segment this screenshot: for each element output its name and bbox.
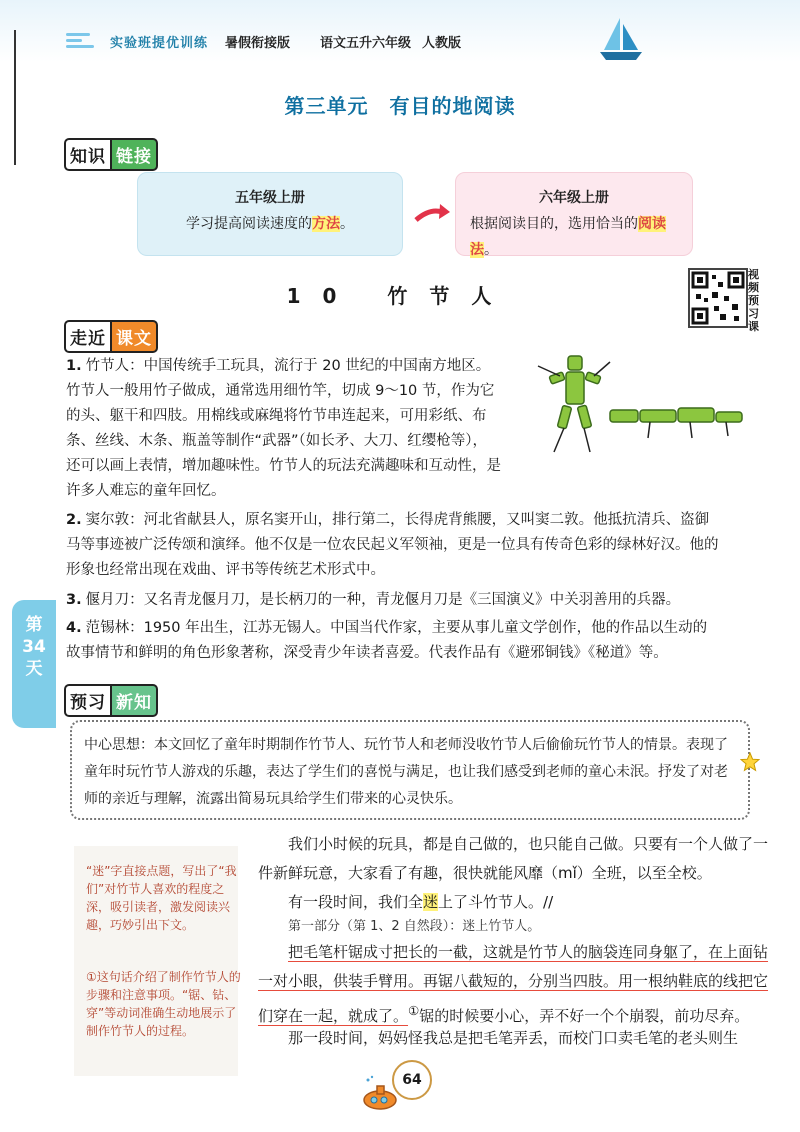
note-text: 偃月刀：又名青龙偃月刀，是长柄刀的一种，青龙偃月刀是《三国演义》中关羽善用的兵器。 [85, 592, 681, 608]
series-title: 实验班提优训练 [110, 36, 209, 51]
unit-title: 第三单元 有目的地阅读 [284, 94, 516, 118]
section-knowledge-link [64, 138, 158, 171]
day-tab [12, 600, 56, 728]
day-tab-number: 34 [22, 637, 46, 657]
qr-caption: 视频预习课 [748, 268, 759, 333]
header-deco [66, 30, 96, 52]
part-summary: 第一部分（第 1、2 自然段）：迷上竹节人。 [288, 919, 541, 934]
card-text: 根据阅读目的，选用恰当的 [470, 216, 638, 232]
card-title: 五年级上册 [235, 190, 305, 206]
card-title: 六年级上册 [539, 190, 609, 206]
central-idea-box: 中心思想：本文回忆了童年时期制作竹节人、玩竹节人和老师没收竹节人后偷偷玩竹节人的情景。表现了童年时玩竹节人游戏的乐趣，表达了学生们的喜悦与满足，也让我们感受到老师的童心未泯。抒发了对老师的亲近与理解，流露出简易玩具给学生们带来的心灵快乐。 [70, 720, 750, 820]
note-text: 窦尔敦：河北省献县人，原名窦开山，排行第二，长得虎背熊腰，又叫窦二敦。他抵抗清兵、盗御马等事迹被广泛传颂和演绎。他不仅是一位农民起义军领袖，更是一位具有传奇色彩的绿林好汉。他的形象也经常出现在戏曲、评书等传统艺术形式中。 [66, 512, 719, 578]
section-label-b: 新知 [110, 684, 158, 717]
note-1 [66, 354, 501, 504]
underlined-text: 把毛笔杆锯成寸把长的一截，这就是竹节人的脑袋连同身躯了，在上面钻一对小眼，供装手臂用。再锯八截短的，分别当四肢。用一根纳鞋底的线把它们穿在一起，就成了。 [258, 943, 769, 1025]
section-label-b: 课文 [110, 320, 158, 353]
note-4 [66, 616, 721, 666]
annotation-mark: ① [408, 1003, 420, 1018]
edition-label: 暑假衔接版 [225, 36, 291, 51]
note-3 [66, 588, 721, 613]
day-tab-line3: 天 [25, 659, 43, 679]
bamboo-figure-illustration [530, 352, 770, 462]
note-text: 竹节人：中国传统手工玩具，流行于 20 世纪的中国南方地区。竹节人一般用竹子做成，通常选用细竹竿，切成 9～10 节，作为它的头、躯干和四肢。用棉线或麻绳将竹节串连起来，可用彩纸、布条、丝线、木条、瓶盖等制作“武器”（如长矛、大刀、红缨枪等），还可以画上表情，增加趣味性。竹节人的玩法充满趣味和互动性，是许多人难忘的童年回忆。 [66, 358, 501, 499]
section-approach-text [64, 320, 158, 353]
margin-note-1: “迷”字直接点题，写出了“我们”对竹节人喜欢的程度之深，吸引读者，激发阅读兴趣，巧妙引出下文。 [86, 864, 237, 932]
body-paragraph-1: 我们小时候的玩具，都是自己做的，也只能自己做。只要有一个人做了一件新鲜玩意，大家看了有趣，很快就能风靡（mǐ）全班，以至全校。 [258, 835, 769, 882]
section-preview [64, 684, 158, 717]
note-number: 1. [66, 358, 82, 374]
sailboat-icon [596, 14, 646, 66]
qr-code-icon[interactable] [688, 268, 748, 328]
card-text-end: 。 [340, 216, 354, 232]
card-highlight: 阅读法 [470, 216, 666, 258]
key-word-highlight: 迷 [423, 893, 439, 911]
body-text: 上了斗竹节人。// [438, 893, 554, 911]
margin-note-2: ①这句话介绍了制作竹节人的步骤和注意事项。“锯、钻、穿”等动词准确生动地展示了制作竹节人的过程。 [86, 970, 241, 1038]
note-number: 2. [66, 512, 82, 528]
grade6-card [455, 172, 693, 256]
arrow-icon [412, 200, 452, 224]
note-text: 范锡林：1950 年出生，江苏无锡人。中国当代作家，主要从事儿童文学创作，他的作品以生动的故事情节和鲜明的角色形象著称，深受青少年读者喜爱。代表作品有《避邪铜钱》《秘道》等。 [66, 620, 708, 661]
grade5-card [137, 172, 403, 256]
star-icon [740, 752, 760, 772]
body-paragraph-3 [258, 938, 768, 1031]
note-number: 3. [66, 592, 82, 608]
day-tab-line1: 第 [25, 615, 43, 635]
body-text: 有一段时间，我们全 [288, 893, 424, 911]
card-text: 学习提高阅读速度的 [186, 216, 312, 232]
body-text: 锯的时候要小心，弄不好一个个崩裂，前功尽弃。 [419, 1007, 750, 1025]
card-highlight: 方法 [312, 216, 340, 232]
note-2 [66, 508, 721, 583]
grade-label: 语文五升六年级 [320, 36, 412, 51]
lesson-title: 10 竹节人 [286, 284, 514, 308]
section-label-a: 预习 [64, 684, 110, 717]
body-paragraph-4: 那一段时间，妈妈怪我总是把毛笔弄丢，而校门口卖毛笔的老头则生 [288, 1029, 739, 1047]
card-text-end: 。 [484, 242, 498, 258]
publisher-label: 人教版 [422, 36, 462, 51]
section-label-a: 知识 [64, 138, 110, 171]
note-number: 4. [66, 620, 82, 636]
header-band [0, 0, 800, 62]
section-label-b: 链接 [110, 138, 158, 171]
page-number: 64 [392, 1060, 432, 1100]
section-label-a: 走近 [64, 320, 110, 353]
